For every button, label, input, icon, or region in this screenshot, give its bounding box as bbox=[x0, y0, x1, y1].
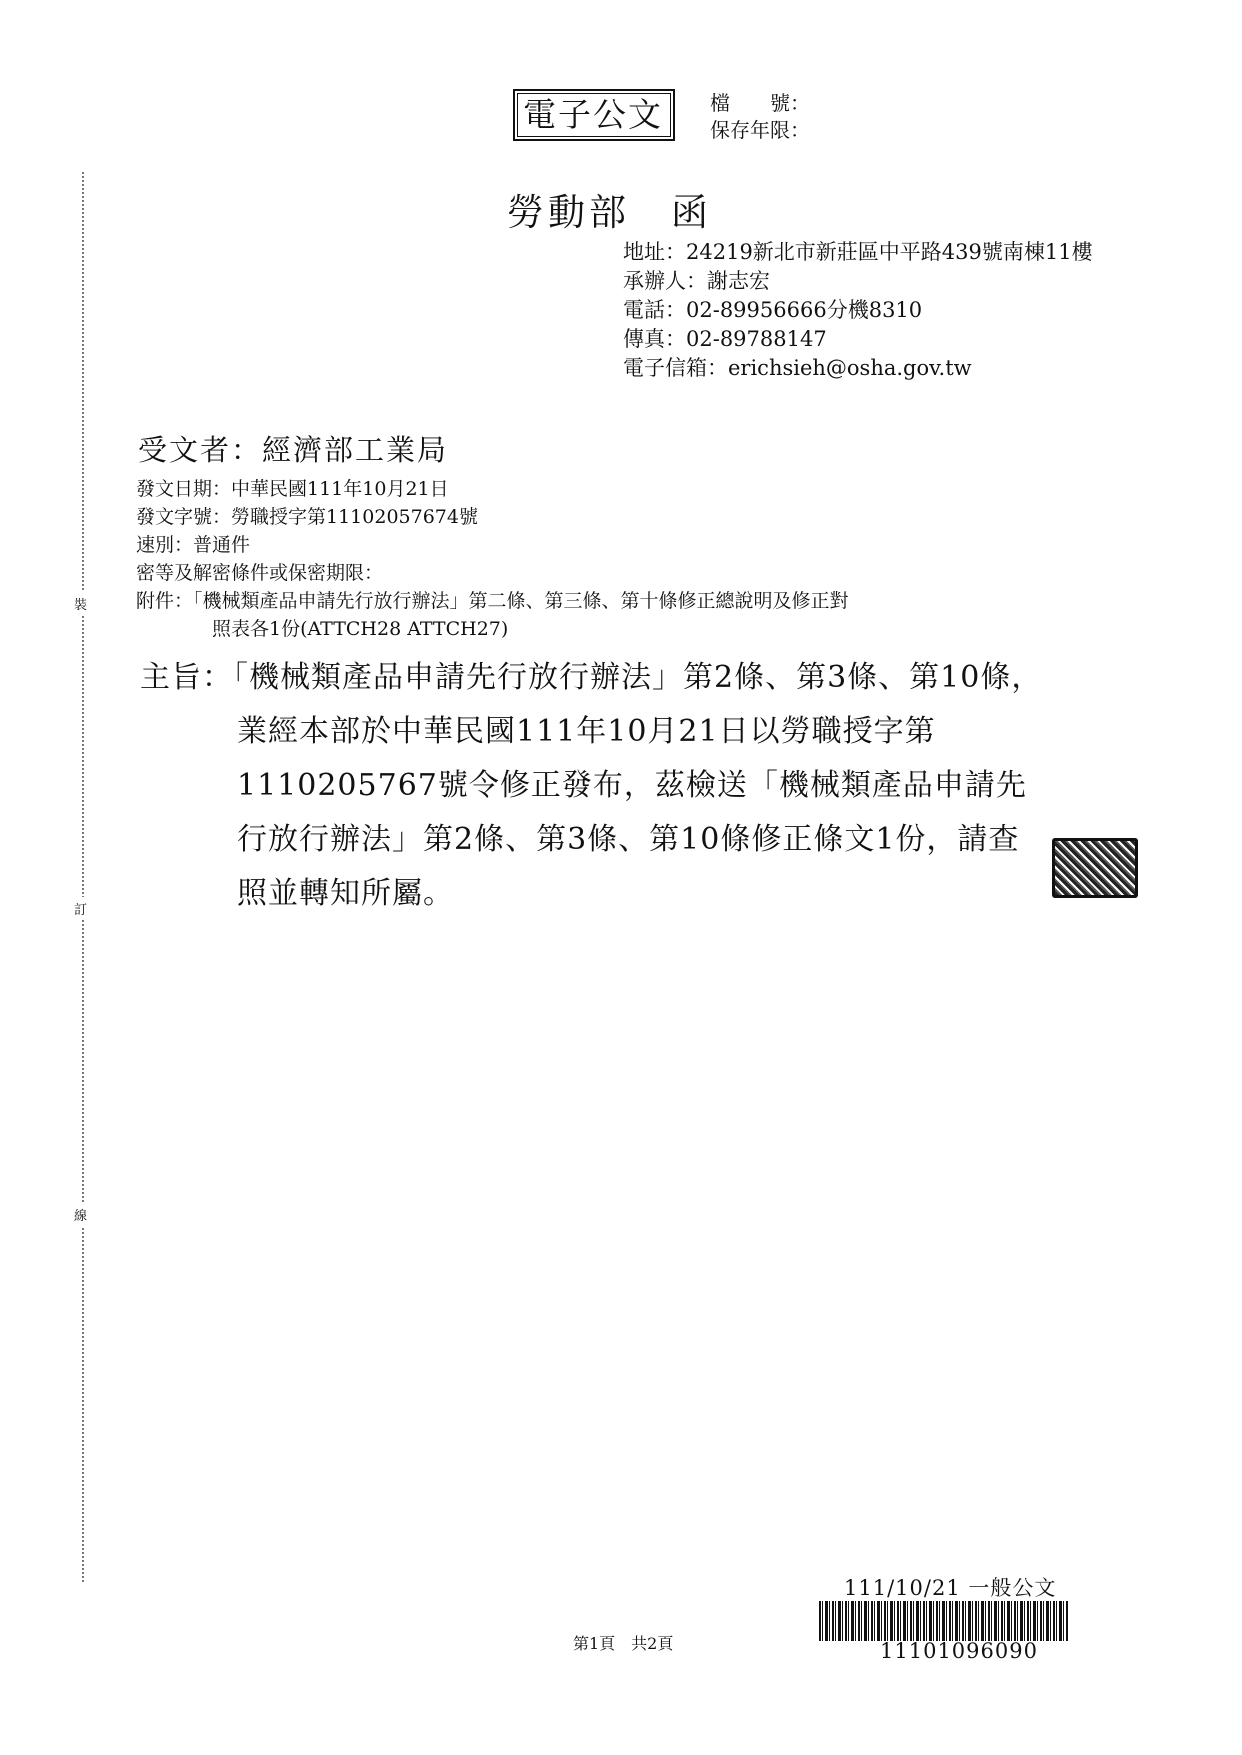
sender-contact: 承辦人：謝志宏 bbox=[623, 269, 770, 293]
confidentiality: 密等及解密條件或保密期限： bbox=[136, 562, 384, 584]
subject-line-5: 照並轉知所屬。 bbox=[237, 876, 454, 911]
binding-line bbox=[82, 172, 84, 1582]
retention-period-label: 保存年限： bbox=[710, 118, 810, 142]
subject-line-4: 行放行辦法」第2條、第3條、第10條修正條文1份，請查 bbox=[237, 822, 1020, 857]
sender-email: 電子信箱：erichsieh@osha.gov.tw bbox=[623, 356, 972, 380]
barcode bbox=[819, 1601, 1069, 1641]
sender-address: 地址：24219新北市新莊區中平路439號南棟11樓 bbox=[623, 240, 1093, 264]
attachment-line-1: 附件：「機械類產品申請先行放行辦法」第二條、第三條、第十條修正總說明及修正對 bbox=[136, 590, 849, 612]
document-title: 勞動部 函 bbox=[507, 191, 712, 234]
document-meta bbox=[136, 475, 849, 643]
barcode-number: 11101096090 bbox=[880, 1639, 1038, 1663]
file-meta bbox=[710, 90, 810, 144]
sender-info bbox=[623, 238, 1093, 383]
subject-line-3: 1110205767號令修正發布，茲檢送「機械類產品申請先 bbox=[237, 768, 1027, 803]
subject-line-1: 主旨：「機械類產品申請先行放行辦法」第2條、第3條、第10條， bbox=[140, 660, 1043, 695]
subject-line-2: 業經本部於中華民國111年10月21日以勞職授字第 bbox=[237, 714, 936, 749]
binding-mark-zhuang: 裝 bbox=[74, 592, 87, 615]
e-document-stamp: 電子公文 bbox=[513, 89, 675, 141]
page-info: 第1頁 共2頁 bbox=[573, 1634, 674, 1653]
issue-date: 發文日期：中華民國111年10月21日 bbox=[136, 478, 449, 500]
sender-fax: 傳真：02-89788147 bbox=[623, 327, 827, 351]
document-number: 發文字號：勞職授字第11102057674號 bbox=[136, 506, 478, 528]
delivery-speed: 速別：普通件 bbox=[136, 534, 251, 556]
binding-mark-xian: 線 bbox=[74, 1203, 87, 1226]
official-seal bbox=[1052, 838, 1138, 898]
document-date-type: 111/10/21 一般公文 bbox=[844, 1576, 1057, 1600]
subject bbox=[140, 651, 1042, 921]
attachment-line-2: 照表各1份(ATTCH28 ATTCH27) bbox=[212, 618, 509, 640]
sender-phone: 電話：02-89956666分機8310 bbox=[623, 298, 923, 322]
binding-mark-ding: 訂 bbox=[74, 897, 87, 920]
file-number-label: 檔 號： bbox=[710, 91, 810, 115]
recipient: 受文者：經濟部工業局 bbox=[138, 433, 449, 467]
